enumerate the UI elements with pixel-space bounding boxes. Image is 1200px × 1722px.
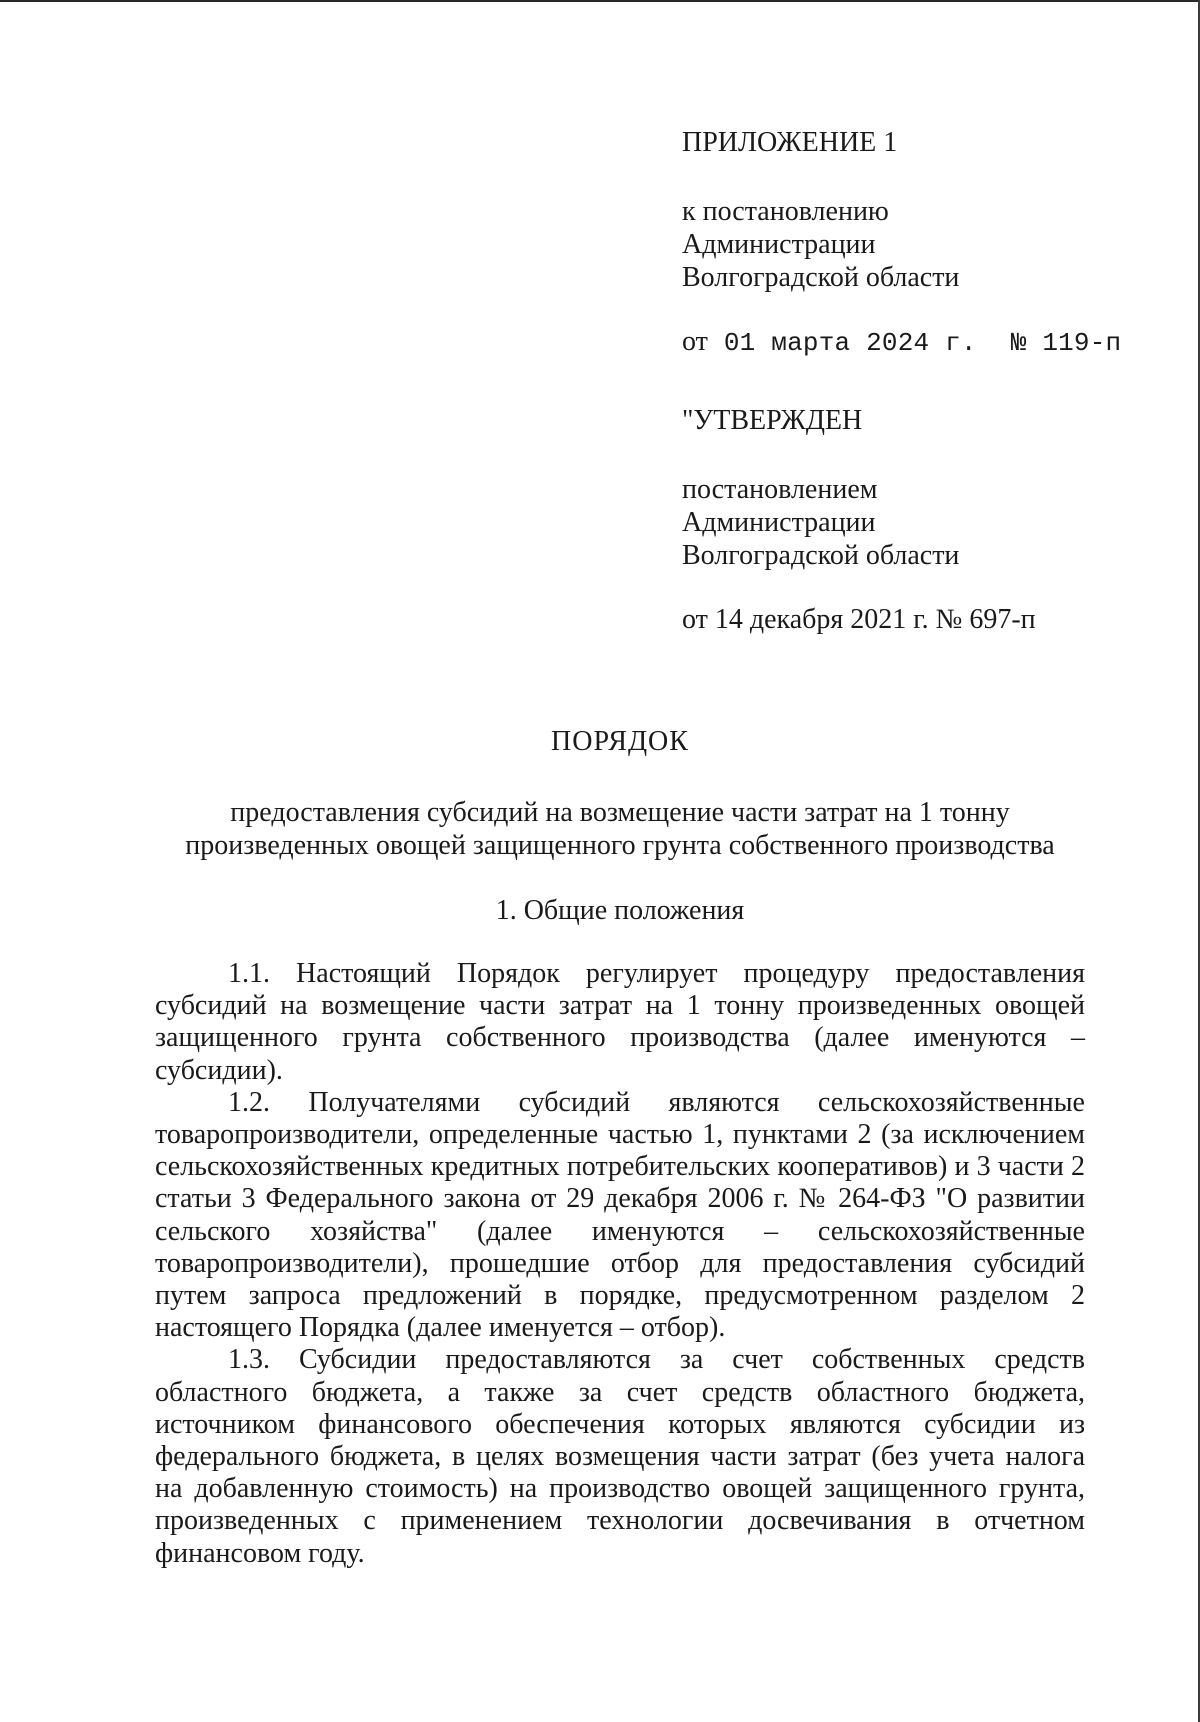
document-body [155, 958, 1085, 1570]
paragraph-1-1: 1.1. Настоящий Порядок регулирует процедуру предоставления субсидий на возмещение части затрат на 1 тонну произведенных овощей защищенного грунта собственного производства (далее именуются – субсидии). [155, 958, 1085, 1086]
document-subtitle [150, 796, 1090, 862]
attachment-block [682, 126, 1162, 636]
approved-by-line-3: Волгоградской области [682, 540, 960, 571]
page-top-edge [0, 0, 1200, 2]
date-prefix: от [682, 326, 708, 357]
paragraph-1-3: 1.3. Субсидии предоставляются за счет собственных средств областного бюджета, а также за счет средств областного бюджета, источником финансового обеспечения которых являются субсидии из федерального бюджета, в целях возмещения части затрат (без учета налога на добавленную стоимость) на производство овощей защищенного грунта, произведенных с применением технологии досвечивания в отчетном финансовом году. [155, 1344, 1085, 1569]
decree-date: 01 марта 2024 г. [723, 328, 977, 358]
subtitle-line-1: предоставления субсидий на возмещение части затрат на 1 тонну [230, 797, 1010, 828]
decree-number: № 119-п [1010, 328, 1122, 358]
decree-line-1: к постановлению [682, 196, 889, 227]
approved-by-line-1: постановлением [682, 474, 878, 505]
approved-by-line-2: Администрации [682, 507, 876, 538]
document-title: ПОРЯДОК [551, 726, 689, 757]
approved-label: "УТВЕРЖДЕН [682, 405, 863, 436]
decree-date-line [682, 325, 1162, 360]
decree-line-2: Администрации [682, 229, 876, 260]
appendix-label: ПРИЛОЖЕНИЕ 1 [682, 127, 898, 158]
paragraph-1-2: 1.2. Получателями субсидий являются сельскохозяйственные товаропроизводители, определенные частью 1, пунктами 2 (за исключением сельскохозяйственных кредитных потребительских кооперативов) и 3 части 2 статьи 3 Федерального закона от 29 декабря 2006 г. № 264-ФЗ "О развитии сельского хозяйства" (далее именуются – сельскохозяйственные товаропроизводители), прошедшие отбор для предоставления субсидий путем запроса предложений в порядке, предусмотренном разделом 2 настоящего Порядка (далее именуется – отбор). [155, 1086, 1085, 1344]
subtitle-line-2: произведенных овощей защищенного грунта собственного производства [185, 830, 1055, 861]
section-heading: 1. Общие положения [495, 895, 745, 926]
decree-line-3: Волгоградской области [682, 262, 960, 293]
approved-date-line: от 14 декабря 2021 г. № 697-п [682, 604, 1036, 635]
